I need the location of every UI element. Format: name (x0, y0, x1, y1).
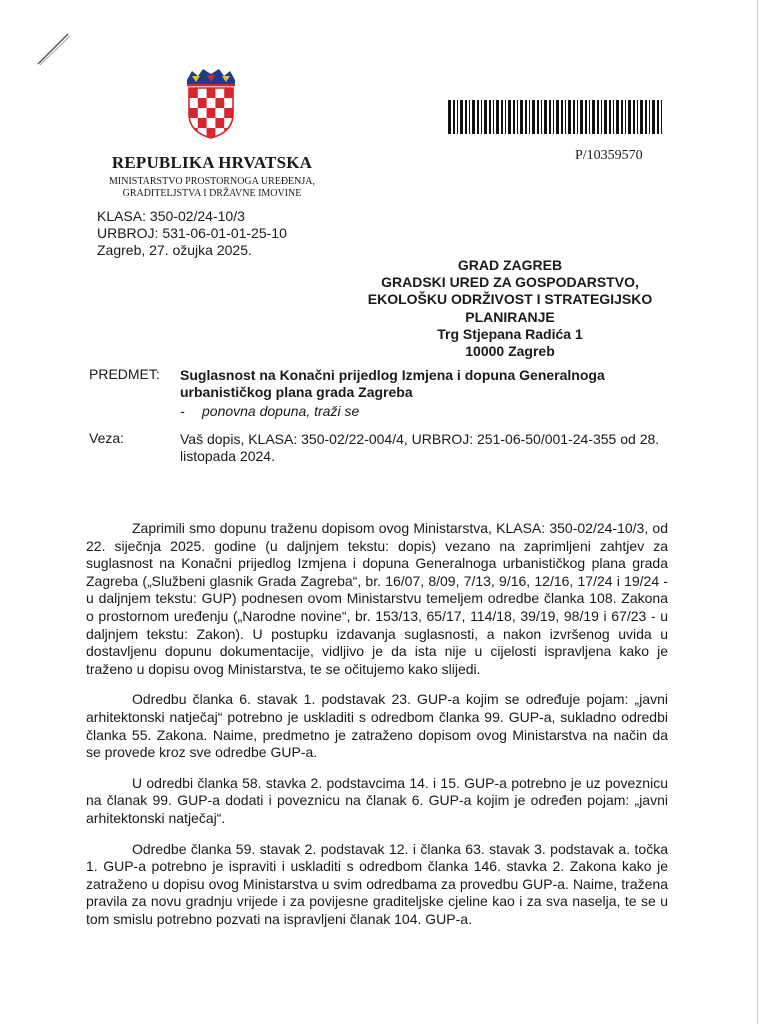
document-meta (97, 208, 287, 259)
recipient-line: GRAD ZAGREB (457, 257, 563, 273)
urbroj-line: URBROJ: 531-06-01-01-25-10 (97, 225, 287, 241)
reference-label: Veza: (89, 430, 125, 446)
recipient-line: GRADSKI URED ZA GOSPODARSTVO, (381, 274, 639, 291)
recipient-address (360, 257, 660, 360)
subject-dash: - (180, 403, 185, 419)
barcode-icon (448, 100, 664, 134)
recipient-line: Trg Stjepana Radića 1 (437, 325, 583, 342)
recipient-line: EKOLOŠKU ODRŽIVOST I STRATEGIJSKO (367, 291, 653, 308)
country-heading: REPUBLIKA HRVATSKA (111, 153, 313, 172)
page-edge-divider (757, 0, 758, 1024)
croatian-coat-of-arms-icon (183, 68, 239, 140)
ministry-line: MINISTARSTVO PROSTORNOGA UREĐENJA, (109, 176, 315, 187)
subject-block (180, 367, 650, 420)
subject-subtitle-row (180, 403, 650, 420)
subject-label: PREDMET: (89, 366, 160, 382)
subject-title: Suglasnost na Konačni prijedlog Izmjena i dopuna Generalnoga urbanističkog plana grada Zagreba (180, 367, 605, 400)
place-date-line: Zagreb, 27. ožujka 2025. (97, 242, 252, 258)
subject-subtitle: ponovna dopuna, traži se (202, 403, 360, 419)
ministry-line: GRADITELJSTVA I DRŽAVNE IMOVINE (122, 187, 302, 199)
ministry-name (104, 176, 320, 199)
body-paragraph: U odredbi članka 58. stavka 2. podstavcima 14. i 15. GUP-a potrebno je uz poveznicu na članak 99. GUP-a dodati i poveznicu na članak 6. GUP-a kojim je određen pojam: „javni arhitektonski natječaj“. (86, 774, 668, 826)
klasa-line: KLASA: 350-02/24-10/3 (97, 208, 245, 224)
recipient-line: PLANIRANJE (465, 308, 555, 325)
body-paragraph: Zaprimili smo dopunu traženu dopisom ovog Ministarstva, KLASA: 350-02/24-10/3, od 22. siječnja 2025. godine (u daljnjem tekstu: dopis) vezano na zaprimljeni zahtjev za suglasnost na Konačni prijedlog Izmjena i dopuna Generalnoga urbanističkog plana grada Zagreba („Službeni glasnik Grada Zagreba“, br. 16/07, 8/09, 7/13, 9/16, 12/16, 17/24 i 19/24 - u daljnjem tekstu: GUP) podnesen ovom Ministarstvu temeljem odredbe članka 108. Zakona o prostornom uređenju („Narodne novine“, br. 153/13, 65/17, 114/18, 39/19, 98/19 i 67/23 - u daljnjem tekstu: Zakon). U postupku izdavanja suglasnosti, a nakon izvršenog uvida u dostavljenu dopunu dokumentacije, vidljivo je da ista nije u cijelosti ispravljena kako je traženo u dopisu ovog Ministarstva, te se očitujemo kako slijedi. (86, 520, 668, 677)
reference-text: Vaš dopis, KLASA: 350-02/22-004/4, URBROJ: 251-06-50/001-24-355 od 28. listopada 2024. (180, 431, 660, 464)
recipient-line: 10000 Zagreb (465, 343, 555, 360)
pen-stroke-mark (34, 30, 74, 70)
body-paragraph: Odredbe članka 59. stavak 2. podstavak 12. i članka 63. stavak 3. podstavak a. točka 1. GUP-a potrebno je ispraviti i uskladiti s odredbom članka 146. stavka 2. Zakona kako je zatraženo u dopisu ovog Ministarstva u svim odredbama za provedbu GUP-a. Naime, tražena pravila za novu gradnju vrijede i za povijesne graditeljske cjeline kao i za sva naselja, te se u tom smislu potrebno pozvati na ispravljeni članak 104. GUP-a. (86, 840, 668, 927)
document-number: P/10359570 (575, 148, 643, 163)
letter-body (86, 520, 668, 941)
body-paragraph: Odredbu članka 6. stavak 1. podstavak 23. GUP-a kojim se određuje pojam: „javni arhitektonski natječaj“ potrebno je uskladiti s odredbom članka 99. GUP-a, sukladno odredbi članka 55. Zakona. Naime, predmetno je zatraženo dopisom ovog Ministarstva na način da se provede kroz sve odredbe GUP-a. (86, 691, 668, 761)
